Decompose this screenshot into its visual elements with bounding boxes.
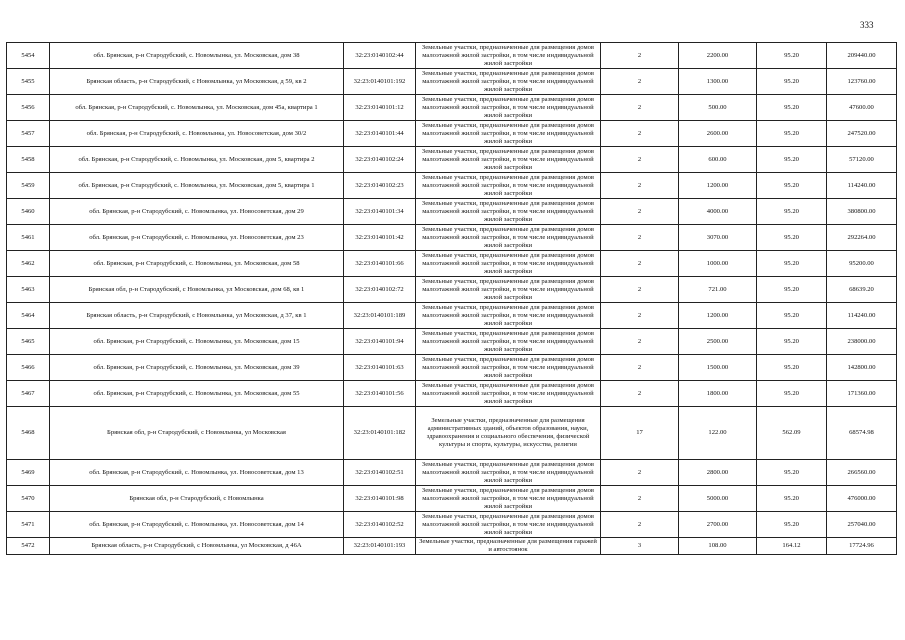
cadastral-number-cell: 32:23:0140101:192	[344, 69, 416, 95]
row-number-cell: 5471	[7, 512, 50, 538]
cadastral-value-cell: 114240.00	[827, 303, 897, 329]
cadastral-number-cell: 32:23:0140101:42	[344, 225, 416, 251]
address-cell: обл. Брянская, р-н Стародубский, с. Новомлынка, ул. Московская, дом 58	[50, 251, 344, 277]
cadastral-value-cell: 380800.00	[827, 199, 897, 225]
use-group-cell: 2	[601, 277, 679, 303]
row-number-cell: 5455	[7, 69, 50, 95]
cadastral-number-cell: 32:23:0140101:63	[344, 355, 416, 381]
land-use-cell: Земельные участки, предназначенные для размещения домов малоэтажной жилой застройки, в том числе индивидуальной жилой застройки	[416, 225, 601, 251]
specific-value-cell: 95.20	[757, 95, 827, 121]
table-row	[7, 460, 897, 486]
use-group-cell: 2	[601, 486, 679, 512]
address-cell: Брянская обл, р-н Стародубский, с Новомлынка, ул Московская	[50, 407, 344, 460]
table-row	[7, 277, 897, 303]
table-row	[7, 69, 897, 95]
area-cell: 1300.00	[679, 69, 757, 95]
row-number-cell: 5469	[7, 460, 50, 486]
address-cell: обл. Брянская, р-н Стародубский, с. Новомлынка, ул. Новосоветская, дом 13	[50, 460, 344, 486]
specific-value-cell: 95.20	[757, 512, 827, 538]
specific-value-cell: 95.20	[757, 251, 827, 277]
cadastral-value-cell: 142800.00	[827, 355, 897, 381]
cadastral-number-cell: 32:23:0140101:34	[344, 199, 416, 225]
specific-value-cell: 95.20	[757, 303, 827, 329]
row-number-cell: 5462	[7, 251, 50, 277]
cadastral-value-cell: 257040.00	[827, 512, 897, 538]
row-number-cell: 5470	[7, 486, 50, 512]
table-row	[7, 329, 897, 355]
specific-value-cell: 95.20	[757, 225, 827, 251]
table-row	[7, 95, 897, 121]
table-row	[7, 121, 897, 147]
area-cell: 2700.00	[679, 512, 757, 538]
land-use-cell: Земельные участки, предназначенные для размещения домов малоэтажной жилой застройки, в том числе индивидуальной жилой застройки	[416, 355, 601, 381]
cadastral-number-cell: 32:23:0140102:24	[344, 147, 416, 173]
address-cell: обл. Брянская, р-н Стародубский, с. Новомлынка, ул. Новосоветская, дом 29	[50, 199, 344, 225]
area-cell: 500.00	[679, 95, 757, 121]
specific-value-cell: 164.12	[757, 538, 827, 555]
address-cell: обл. Брянская, р-н Стародубский, с. Новомлынка, ул. Московская, дом 55	[50, 381, 344, 407]
area-cell: 2600.00	[679, 121, 757, 147]
address-cell: Брянская область, р-н Стародубский, с Новомлынка, ул Московская, д 59, кв 2	[50, 69, 344, 95]
specific-value-cell: 95.20	[757, 173, 827, 199]
land-use-cell: Земельные участки, предназначенные для размещения домов малоэтажной жилой застройки, в том числе индивидуальной жилой застройки	[416, 512, 601, 538]
use-group-cell: 2	[601, 95, 679, 121]
address-cell: обл. Брянская, р-н Стародубский, с. Новомлынка, ул. Московская, дом 5, квартира 2	[50, 147, 344, 173]
land-use-cell: Земельные участки, предназначенные для размещения домов малоэтажной жилой застройки, в том числе индивидуальной жилой застройки	[416, 121, 601, 147]
land-use-cell: Земельные участки, предназначенные для размещения домов малоэтажной жилой застройки, в том числе индивидуальной жилой застройки	[416, 95, 601, 121]
use-group-cell: 2	[601, 225, 679, 251]
area-cell: 108.00	[679, 538, 757, 555]
area-cell: 5000.00	[679, 486, 757, 512]
land-use-cell: Земельные участки, предназначенные для размещения домов малоэтажной жилой застройки, в том числе индивидуальной жилой застройки	[416, 460, 601, 486]
row-number-cell: 5466	[7, 355, 50, 381]
row-number-cell: 5464	[7, 303, 50, 329]
area-cell: 1000.00	[679, 251, 757, 277]
table-row	[7, 381, 897, 407]
address-cell: Брянская обл, р-н Стародубский, с Новомлынка, ул Московская, дом 68, кв 1	[50, 277, 344, 303]
table-row	[7, 512, 897, 538]
use-group-cell: 2	[601, 251, 679, 277]
area-cell: 1500.00	[679, 355, 757, 381]
use-group-cell: 2	[601, 460, 679, 486]
row-number-cell: 5461	[7, 225, 50, 251]
address-cell: Брянская область, р-н Стародубский, с Новомлынка, ул Московская, д 46А	[50, 538, 344, 555]
table-row	[7, 199, 897, 225]
land-use-cell: Земельные участки, предназначенные для размещения домов малоэтажной жилой застройки, в том числе индивидуальной жилой застройки	[416, 277, 601, 303]
row-number-cell: 5456	[7, 95, 50, 121]
land-use-cell: Земельные участки, предназначенные для размещения домов малоэтажной жилой застройки, в том числе индивидуальной жилой застройки	[416, 251, 601, 277]
specific-value-cell: 562.09	[757, 407, 827, 460]
specific-value-cell: 95.20	[757, 329, 827, 355]
area-cell: 721.00	[679, 277, 757, 303]
table-row	[7, 225, 897, 251]
cadastral-value-cell: 17724.96	[827, 538, 897, 555]
address-cell: Брянская область, р-н Стародубский, с Новомлынка, ул Московская, д 37, кв 1	[50, 303, 344, 329]
area-cell: 2500.00	[679, 329, 757, 355]
row-number-cell: 5463	[7, 277, 50, 303]
area-cell: 2200.00	[679, 43, 757, 69]
cadastral-number-cell: 32:23:0140101:98	[344, 486, 416, 512]
specific-value-cell: 95.20	[757, 69, 827, 95]
address-cell: Брянская обл, р-н Стародубский, с Новомлынка	[50, 486, 344, 512]
area-cell: 2800.00	[679, 460, 757, 486]
cadastral-number-cell: 32:23:0140101:44	[344, 121, 416, 147]
cadastral-number-cell: 32:23:0140101:12	[344, 95, 416, 121]
cadastral-value-cell: 47600.00	[827, 95, 897, 121]
row-number-cell: 5458	[7, 147, 50, 173]
specific-value-cell: 95.20	[757, 277, 827, 303]
use-group-cell: 2	[601, 147, 679, 173]
cadastral-value-cell: 238000.00	[827, 329, 897, 355]
land-use-cell: Земельные участки, предназначенные для размещения административных зданий, объектов образования, науки, здравоохранения и социального обеспечения, физической культуры и спорта, культуры, искусства, религии	[416, 407, 601, 460]
area-cell: 1800.00	[679, 381, 757, 407]
address-cell: обл. Брянская, р-н Стародубский, с. Новомлынка, ул. Новосоветская, дом 30/2	[50, 121, 344, 147]
cadastral-value-cell: 247520.00	[827, 121, 897, 147]
table-row	[7, 303, 897, 329]
cadastral-value-cell: 57120.00	[827, 147, 897, 173]
cadastral-number-cell: 32:23:0140101:193	[344, 538, 416, 555]
use-group-cell: 2	[601, 329, 679, 355]
cadastral-value-cell: 114240.00	[827, 173, 897, 199]
land-use-cell: Земельные участки, предназначенные для размещения домов малоэтажной жилой застройки, в том числе индивидуальной жилой застройки	[416, 303, 601, 329]
cadastral-number-cell: 32:23:0140101:66	[344, 251, 416, 277]
cadastral-value-cell: 95200.00	[827, 251, 897, 277]
table-row	[7, 251, 897, 277]
cadastral-value-cell: 209440.00	[827, 43, 897, 69]
cadastral-value-table	[6, 42, 897, 555]
table-row	[7, 173, 897, 199]
cadastral-value-cell: 292264.00	[827, 225, 897, 251]
address-cell: обл. Брянская, р-н Стародубский, с. Новомлынка, ул. Новосоветская, дом 14	[50, 512, 344, 538]
table-row	[7, 407, 897, 460]
table-row	[7, 355, 897, 381]
row-number-cell: 5459	[7, 173, 50, 199]
address-cell: обл. Брянская, р-н Стародубский, с. Новомлынка, ул. Московская, дом 38	[50, 43, 344, 69]
table-row	[7, 486, 897, 512]
cadastral-number-cell: 32:23:0140102:51	[344, 460, 416, 486]
table-body	[7, 43, 897, 555]
specific-value-cell: 95.20	[757, 355, 827, 381]
area-cell: 1200.00	[679, 173, 757, 199]
use-group-cell: 2	[601, 199, 679, 225]
row-number-cell: 5460	[7, 199, 50, 225]
specific-value-cell: 95.20	[757, 486, 827, 512]
use-group-cell: 2	[601, 381, 679, 407]
land-use-cell: Земельные участки, предназначенные для размещения домов малоэтажной жилой застройки, в том числе индивидуальной жилой застройки	[416, 329, 601, 355]
area-cell: 3070.00	[679, 225, 757, 251]
use-group-cell: 2	[601, 173, 679, 199]
land-use-cell: Земельные участки, предназначенные для размещения домов малоэтажной жилой застройки, в том числе индивидуальной жилой застройки	[416, 381, 601, 407]
cadastral-value-cell: 68574.98	[827, 407, 897, 460]
land-use-cell: Земельные участки, предназначенные для размещения домов малоэтажной жилой застройки, в том числе индивидуальной жилой застройки	[416, 199, 601, 225]
area-cell: 1200.00	[679, 303, 757, 329]
row-number-cell: 5468	[7, 407, 50, 460]
cadastral-number-cell: 32:23:0140101:56	[344, 381, 416, 407]
address-cell: обл. Брянская, р-н Стародубский, с. Новомлынка, ул. Московская, дом 5, квартира 1	[50, 173, 344, 199]
land-use-cell: Земельные участки, предназначенные для размещения домов малоэтажной жилой застройки, в том числе индивидуальной жилой застройки	[416, 43, 601, 69]
row-number-cell: 5454	[7, 43, 50, 69]
specific-value-cell: 95.20	[757, 147, 827, 173]
use-group-cell: 2	[601, 69, 679, 95]
area-cell: 4000.00	[679, 199, 757, 225]
cadastral-number-cell: 32:23:0140101:189	[344, 303, 416, 329]
land-use-cell: Земельные участки, предназначенные для размещения гаражей и автостоянок	[416, 538, 601, 555]
row-number-cell: 5465	[7, 329, 50, 355]
cadastral-number-cell: 32:23:0140102:44	[344, 43, 416, 69]
address-cell: обл. Брянская, р-н Стародубский, с. Новомлынка, ул. Московская, дом 45а, квартира 1	[50, 95, 344, 121]
cadastral-number-cell: 32:23:0140102:72	[344, 277, 416, 303]
land-use-cell: Земельные участки, предназначенные для размещения домов малоэтажной жилой застройки, в том числе индивидуальной жилой застройки	[416, 147, 601, 173]
area-cell: 122.00	[679, 407, 757, 460]
cadastral-number-cell: 32:23:0140101:94	[344, 329, 416, 355]
cadastral-value-cell: 171360.00	[827, 381, 897, 407]
address-cell: обл. Брянская, р-н Стародубский, с. Новомлынка, ул. Московская, дом 15	[50, 329, 344, 355]
specific-value-cell: 95.20	[757, 43, 827, 69]
table-row	[7, 538, 897, 555]
cadastral-number-cell: 32:23:0140102:23	[344, 173, 416, 199]
address-cell: обл. Брянская, р-н Стародубский, с. Новомлынка, ул. Московская, дом 39	[50, 355, 344, 381]
address-cell: обл. Брянская, р-н Стародубский, с. Новомлынка, ул. Новосоветская, дом 23	[50, 225, 344, 251]
table-row	[7, 147, 897, 173]
use-group-cell: 3	[601, 538, 679, 555]
area-cell: 600.00	[679, 147, 757, 173]
land-use-cell: Земельные участки, предназначенные для размещения домов малоэтажной жилой застройки, в том числе индивидуальной жилой застройки	[416, 69, 601, 95]
cadastral-value-cell: 123760.00	[827, 69, 897, 95]
land-use-cell: Земельные участки, предназначенные для размещения домов малоэтажной жилой застройки, в том числе индивидуальной жилой застройки	[416, 173, 601, 199]
row-number-cell: 5467	[7, 381, 50, 407]
use-group-cell: 2	[601, 355, 679, 381]
specific-value-cell: 95.20	[757, 121, 827, 147]
land-use-cell: Земельные участки, предназначенные для размещения домов малоэтажной жилой застройки, в том числе индивидуальной жилой застройки	[416, 486, 601, 512]
use-group-cell: 2	[601, 512, 679, 538]
page-number: 333	[860, 20, 874, 30]
use-group-cell: 2	[601, 43, 679, 69]
row-number-cell: 5457	[7, 121, 50, 147]
specific-value-cell: 95.20	[757, 460, 827, 486]
use-group-cell: 2	[601, 121, 679, 147]
cadastral-number-cell: 32:23:0140101:182	[344, 407, 416, 460]
cadastral-value-cell: 476000.00	[827, 486, 897, 512]
table-row	[7, 43, 897, 69]
cadastral-value-cell: 68639.20	[827, 277, 897, 303]
cadastral-number-cell: 32:23:0140102:52	[344, 512, 416, 538]
row-number-cell: 5472	[7, 538, 50, 555]
use-group-cell: 2	[601, 303, 679, 329]
specific-value-cell: 95.20	[757, 381, 827, 407]
specific-value-cell: 95.20	[757, 199, 827, 225]
cadastral-value-cell: 266560.00	[827, 460, 897, 486]
use-group-cell: 17	[601, 407, 679, 460]
